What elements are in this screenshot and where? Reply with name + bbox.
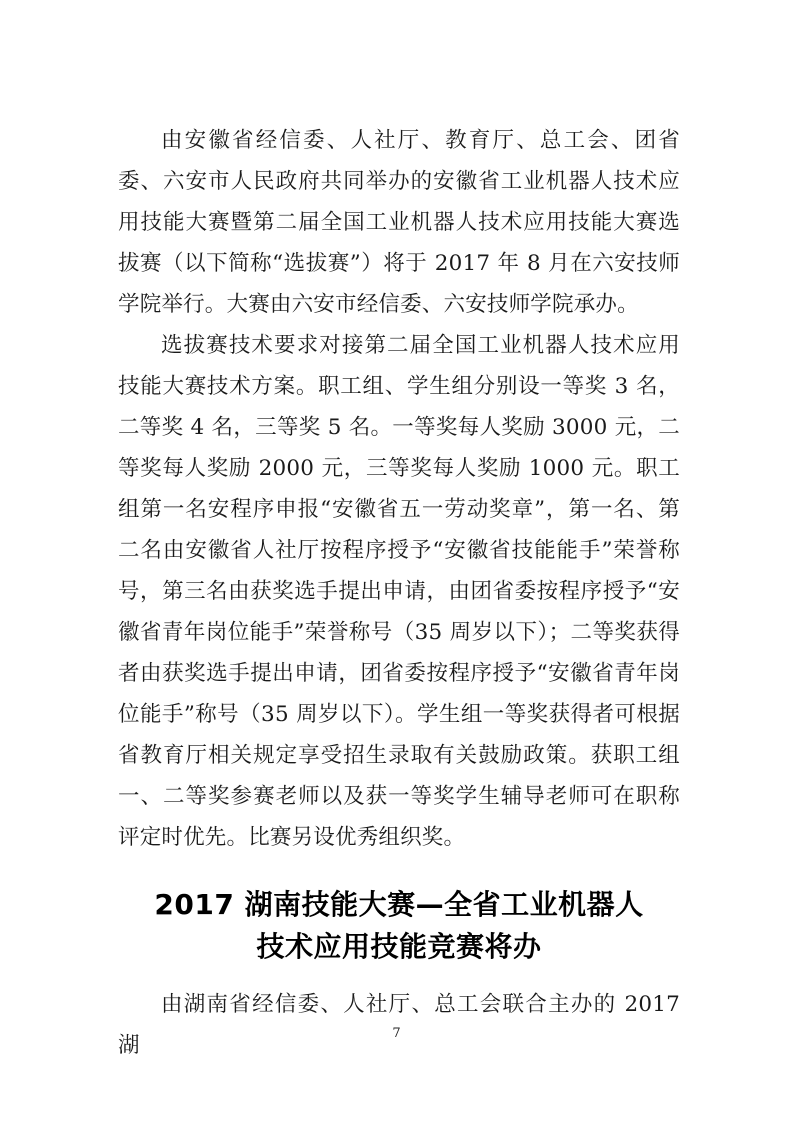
document-body — [118, 120, 680, 1066]
section-heading — [118, 884, 680, 968]
page-number: 7 — [392, 1026, 401, 1041]
section-heading-line-2: 技术应用技能竞赛将办 — [256, 930, 542, 963]
paragraph-1: 由安徽省经信委、人社厅、教育厅、总工会、团省委、六安市人民政府共同举办的安徽省工业机器人技术应用技能大赛暨第二届全国工业机器人技术应用技能大赛选拔赛（以下简称“选拔赛”）将于 2017 年 8 月在六安技师学院举行。大赛由六安市经信委、六安技师学院承办。 — [118, 128, 680, 317]
paragraph-3: 由湖南省经信委、人社厅、总工会联合主办的 2017 湖 — [118, 992, 680, 1058]
paragraph-2: 选拔赛技术要求对接第二届全国工业机器人技术应用技能大赛技术方案。职工组、学生组分别设一等奖 3 名，二等奖 4 名，三等奖 5 名。一等奖每人奖励 3000 元，二等奖每人奖励 2000 元，三等奖每人奖励 1000 元。职工组第一名安程序申报“安徽省五一劳动奖章”，第一名、第二名由安徽省人社厅按程序授予“安徽省技能能手”荣誉称号，第三名由获奖选手提出申请，由团省委按程序授予“安徽省青年岗位能手”荣誉称号（35 周岁以下）；二等奖获得者由获奖选手提出申请，团省委按程序授予“安徽省青年岗位能手”称号（35 周岁以下）。学生组一等奖获得者可根据省教育厅相关规定享受招生录取有关鼓励政策。获职工组一、二等奖参赛老师以及获一等奖学生辅导老师可在职称评定时优先。比赛另设优秀组织奖。 — [118, 333, 680, 850]
section-heading-line-1: 2017 湖南技能大赛—全省工业机器人 — [154, 888, 644, 921]
